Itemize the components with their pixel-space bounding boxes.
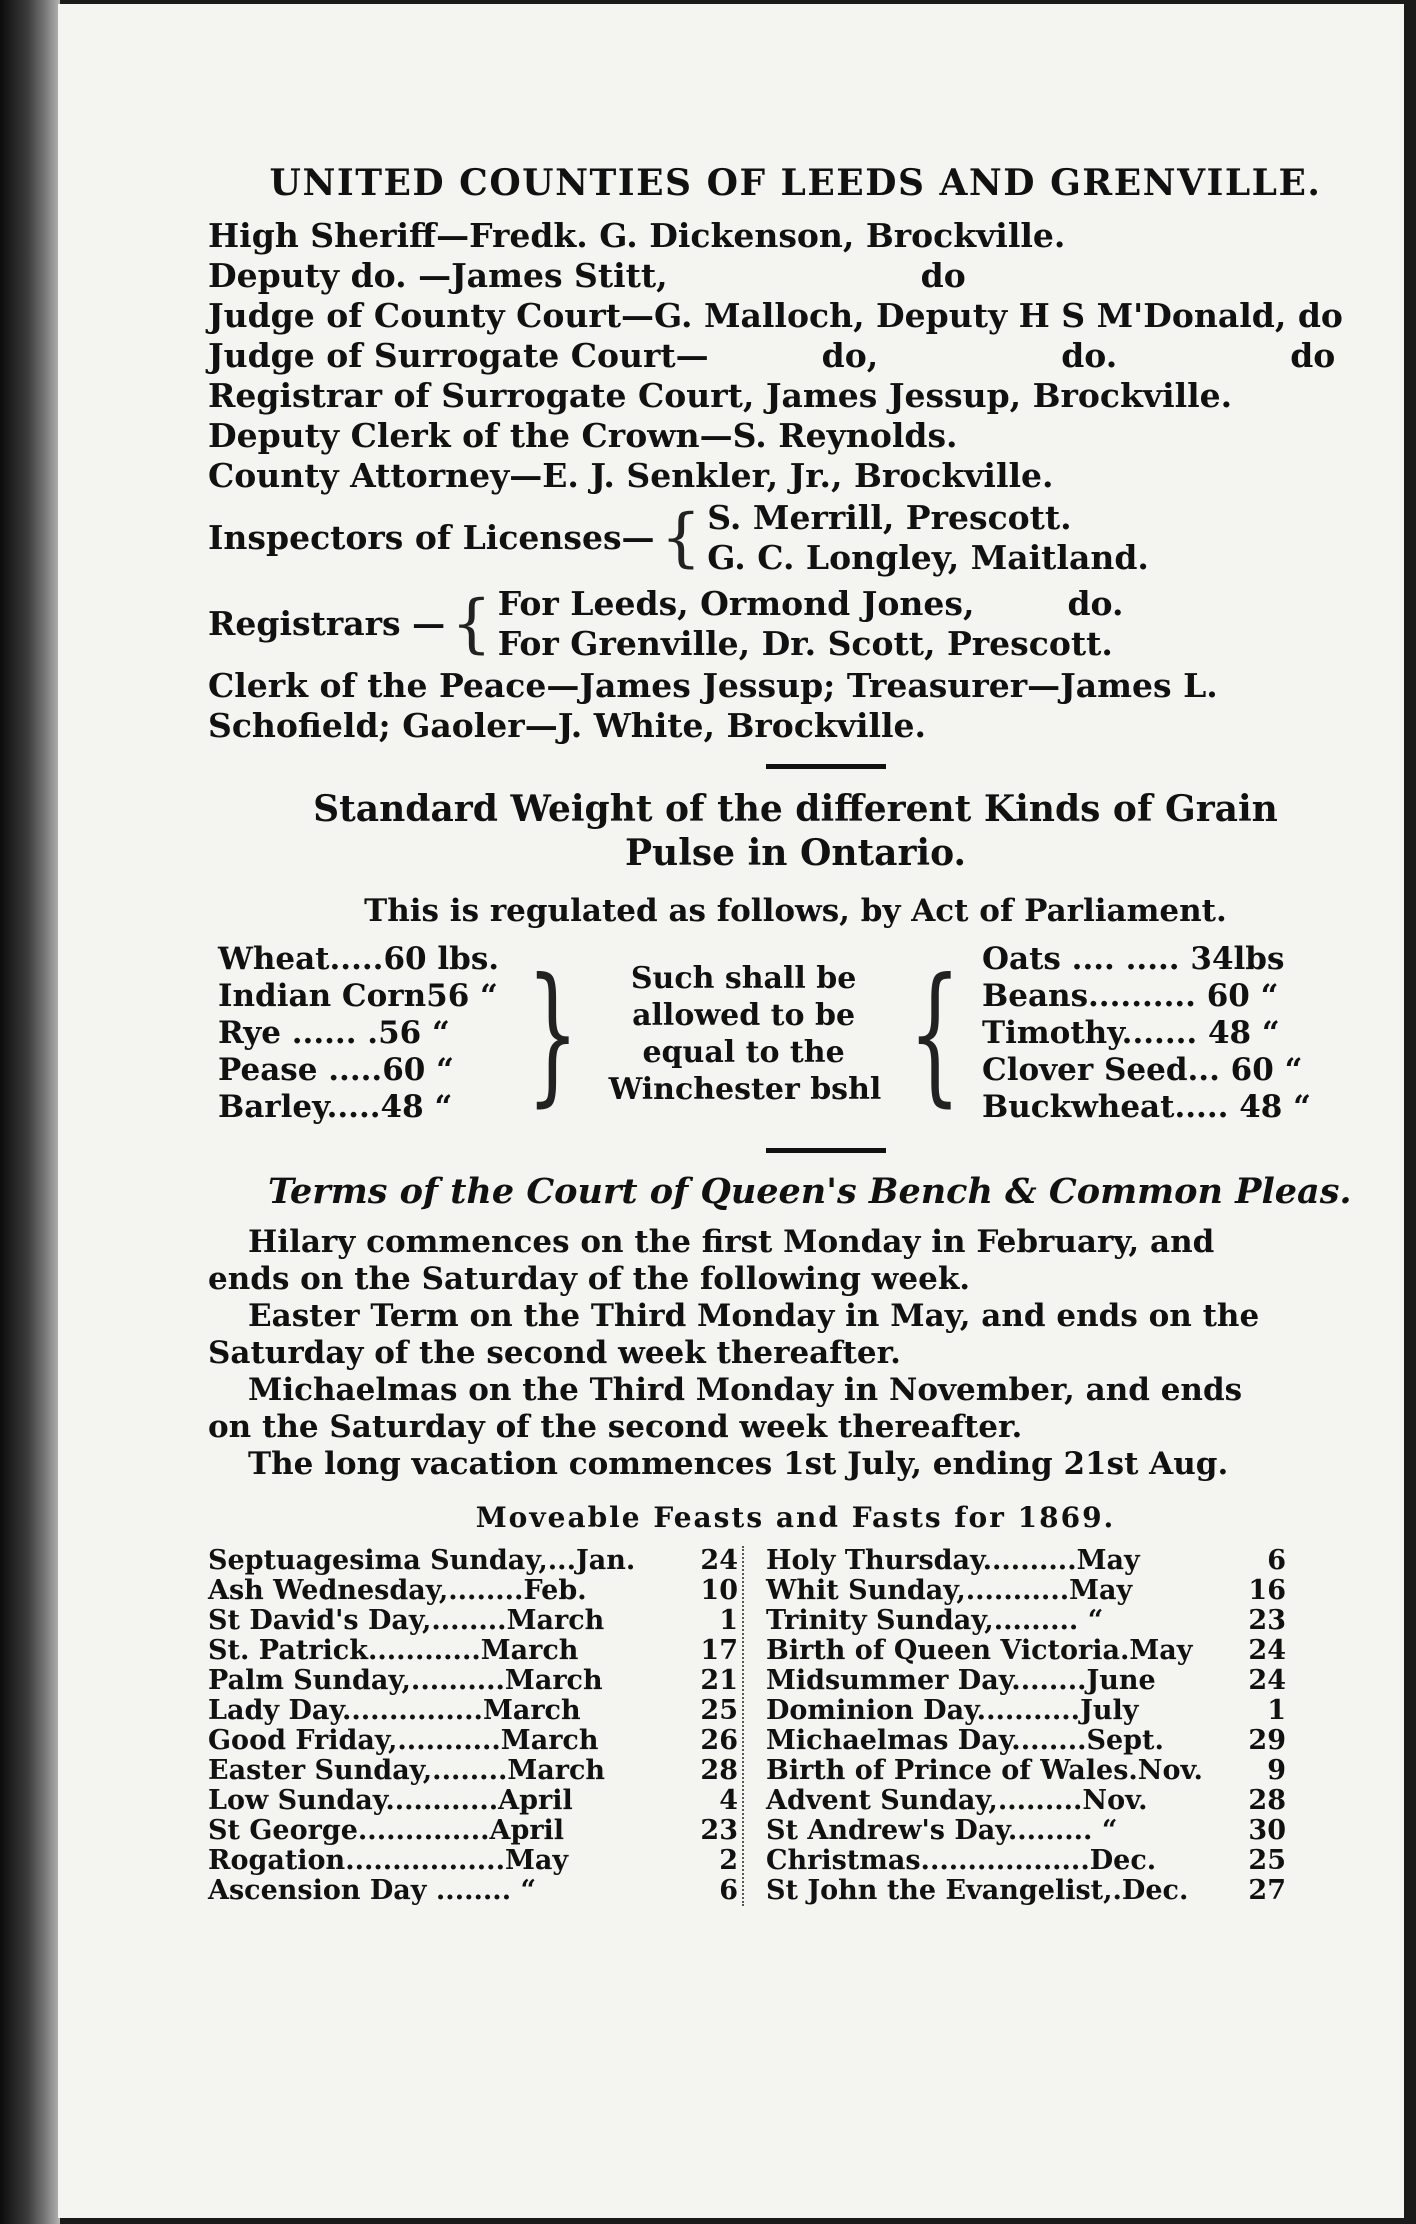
feast-name: Holy Thursday..........May (766, 1545, 1140, 1576)
feast-name: Advent Sunday,.........Nov. (766, 1785, 1148, 1816)
registrars (208, 584, 1323, 664)
feast-name: St David's Day,........March (208, 1605, 605, 1636)
book-page (58, 4, 1404, 2218)
feast-name: St Andrew's Day......... “ (766, 1815, 1118, 1846)
grain-weights-table (218, 941, 1323, 1126)
grain-buckwheat: Buckwheat..... 48 “ (982, 1089, 1311, 1125)
feast-row (208, 1876, 738, 1906)
feast-name: Dominion Day...........July (766, 1695, 1139, 1726)
feast-name: Trinity Sunday,......... “ (766, 1605, 1104, 1636)
feast-day: 24 (1248, 1635, 1286, 1666)
feast-day: 1 (719, 1605, 738, 1636)
grain-clover-seed: Clover Seed... 60 “ (982, 1052, 1303, 1088)
feast-day: 24 (1248, 1665, 1286, 1696)
inspectors-names (707, 498, 1149, 578)
feast-row (766, 1816, 1286, 1846)
feast-name: St. Patrick............March (208, 1635, 579, 1666)
feast-day: 6 (1267, 1545, 1286, 1576)
feast-row (208, 1816, 738, 1846)
feast-day: 10 (700, 1575, 738, 1606)
feast-name: Christmas..................Dec. (766, 1845, 1157, 1876)
county-attorney: County Attorney—E. J. Senkler, Jr., Brockville. (208, 456, 1054, 495)
feast-row (208, 1756, 738, 1786)
deputy-sheriff-do: do (920, 256, 966, 295)
feast-day: 27 (1248, 1875, 1286, 1906)
grain-title-line-2: Pulse in Ontario. (624, 832, 967, 874)
feast-day: 28 (1248, 1785, 1286, 1816)
feast-day: 17 (700, 1635, 738, 1666)
registrar-leeds-do: do. (1067, 584, 1124, 623)
feast-row (766, 1576, 1286, 1606)
book-spine (0, 0, 60, 2224)
grain-wheat: Wheat.....60 lbs. (218, 941, 500, 977)
inspectors-of-licenses (208, 498, 1323, 578)
feasts-title: Moveable Feasts and Fasts for 1869. (475, 1501, 1116, 1534)
grain-beans: Beans.......... 60 “ (982, 978, 1279, 1014)
officials-list (208, 216, 1343, 746)
inspector-2: G. C. Longley, Maitland. (707, 538, 1149, 577)
judge-surrogate-do-3: do (1290, 336, 1336, 375)
feast-day: 25 (1248, 1845, 1286, 1876)
feast-name: Michaelmas Day........Sept. (766, 1725, 1164, 1756)
grain-left-column (218, 941, 505, 1126)
officials-heading: UNITED COUNTIES OF LEEDS AND GRENVILLE. (269, 162, 1322, 204)
page-content (208, 162, 1352, 1906)
feast-name: Lady Day...............March (208, 1695, 581, 1726)
feast-name: St John the Evangelist,.Dec. (766, 1875, 1189, 1906)
feast-row (208, 1696, 738, 1726)
feasts-right-column (766, 1546, 1286, 1906)
feast-name: Birth of Prince of Wales.Nov. (766, 1755, 1203, 1786)
registrars-names (498, 584, 1124, 664)
deputy-sheriff-name: Deputy do. —James Stitt, (208, 256, 668, 295)
feast-name: Palm Sunday,..........March (208, 1665, 603, 1696)
michaelmas-line-2: on the Saturday of the second week thereafter. (208, 1409, 1023, 1445)
grain-timothy: Timothy....... 48 “ (982, 1015, 1280, 1051)
feast-day: 24 (700, 1545, 738, 1576)
feast-name: Easter Sunday,........March (208, 1755, 606, 1786)
feast-day: 16 (1248, 1575, 1286, 1606)
feast-row (766, 1666, 1286, 1696)
brace-glyph: { (908, 946, 961, 1121)
feast-row (766, 1756, 1286, 1786)
feast-row (208, 1846, 738, 1876)
feast-name: Whit Sunday,...........May (766, 1575, 1133, 1606)
feast-day: 2 (719, 1845, 738, 1876)
feast-row (766, 1846, 1286, 1876)
feast-name: Good Friday,...........March (208, 1725, 599, 1756)
feast-row (208, 1636, 738, 1666)
brace-glyph: { (451, 587, 492, 661)
grain-indian-corn: Indian Corn56 “ (218, 978, 498, 1014)
grain-title-line-1: Standard Weight of the different Kinds of Grain (313, 788, 1278, 830)
feast-name: Rogation.................May (208, 1845, 569, 1876)
inspector-1: S. Merrill, Prescott. (707, 498, 1072, 537)
feast-row (766, 1786, 1286, 1816)
feast-row (208, 1576, 738, 1606)
registrar-leeds (498, 584, 1124, 624)
judge-surrogate-label: Judge of Surrogate Court— (208, 336, 709, 375)
feast-row (208, 1786, 738, 1816)
grain-regulation-note: This is regulated as follows, by Act of Parliament. (364, 893, 1227, 929)
deputy-clerk-crown: Deputy Clerk of the Crown—S. Reynolds. (208, 416, 958, 455)
feast-day: 25 (700, 1695, 738, 1726)
feast-day: 1 (1267, 1695, 1286, 1726)
feast-row (766, 1546, 1286, 1576)
grain-barley: Barley.....48 “ (218, 1089, 453, 1125)
brace-glyph: { (660, 501, 702, 575)
registrar-leeds-name: For Leeds, Ormond Jones, (497, 584, 975, 623)
clerk-of-peace-line-2: Schofield; Gaoler—J. White, Brockville. (208, 706, 927, 745)
registrar-grenville: For Grenville, Dr. Scott, Prescott. (497, 624, 1113, 663)
feast-day: 26 (700, 1725, 738, 1756)
feast-row (208, 1606, 738, 1636)
clerk-of-peace-line-1: Clerk of the Peace—James Jessup; Treasurer—James L. (208, 666, 1218, 705)
grain-middle-line-4: Winchester bshl (608, 1071, 882, 1107)
hilary-line-2: ends on the Saturday of the following week. (208, 1261, 971, 1297)
feast-day: 4 (719, 1785, 738, 1816)
feast-row (766, 1606, 1286, 1636)
feast-name: Ascension Day ........ “ (208, 1875, 537, 1906)
feast-day: 21 (700, 1665, 738, 1696)
feast-row (208, 1726, 738, 1756)
court-terms-text (208, 1224, 1323, 1483)
feast-row (208, 1666, 738, 1696)
page-edge (1404, 0, 1416, 2224)
registrars-label: Registrars — (208, 604, 446, 643)
judge-surrogate-do-1: do, (821, 336, 879, 375)
judge-county-court: Judge of County Court—G. Malloch, Deputy H S M'Donald, do (208, 296, 1343, 335)
feast-row (766, 1696, 1286, 1726)
feast-day: 9 (1267, 1755, 1286, 1786)
feast-day: 23 (700, 1815, 738, 1846)
feasts-column-divider (742, 1546, 762, 1906)
section-divider (766, 764, 886, 769)
grain-middle-note (601, 960, 887, 1108)
feast-day: 30 (1248, 1815, 1286, 1846)
feast-row (766, 1636, 1286, 1666)
grain-right-column (982, 941, 1323, 1126)
feasts-table (208, 1546, 1323, 1906)
feast-name: Midsummer Day........June (766, 1665, 1156, 1696)
feast-day: 28 (700, 1755, 738, 1786)
feast-row (208, 1546, 738, 1576)
feasts-left-column (208, 1546, 738, 1906)
michaelmas-line-1: Michaelmas on the Third Monday in November, and ends (248, 1372, 1243, 1408)
feast-name: Low Sunday............April (208, 1785, 573, 1816)
grain-rye: Rye ...... .56 “ (218, 1015, 450, 1051)
grain-oats: Oats .... ..... 34lbs (982, 941, 1285, 977)
easter-line-1: Easter Term on the Third Monday in May, and ends on the (248, 1298, 1260, 1334)
registrar-surrogate-court: Registrar of Surrogate Court, James Jessup, Brockville. (208, 376, 1233, 415)
feast-day: 29 (1248, 1725, 1286, 1756)
feast-name: Ash Wednesday,........Feb. (208, 1575, 587, 1606)
grain-middle-line-3: equal to the (642, 1034, 845, 1070)
judge-surrogate-court (208, 336, 1336, 376)
section-divider (766, 1148, 886, 1153)
feast-day: 6 (719, 1875, 738, 1906)
feast-day: 23 (1248, 1605, 1286, 1636)
judge-surrogate-do-2: do. (1061, 336, 1118, 375)
grain-middle-line-2: allowed to be (632, 997, 856, 1033)
court-terms-title: Terms of the Court of Queen's Bench & Common Pleas. (268, 1171, 1352, 1212)
hilary-line-1: Hilary commences on the first Monday in February, and (248, 1224, 1215, 1260)
feast-row (766, 1726, 1286, 1756)
high-sheriff: High Sheriff—Fredk. G. Dickenson, Brockville. (208, 216, 1066, 255)
feast-name: Birth of Queen Victoria.May (766, 1635, 1193, 1666)
grain-pease: Pease .....60 “ (218, 1052, 454, 1088)
brace-glyph: } (526, 946, 580, 1121)
long-vacation: The long vacation commences 1st July, ending 21st Aug. (248, 1446, 1229, 1482)
inspectors-label: Inspectors of Licenses— (208, 518, 655, 557)
easter-line-2: Saturday of the second week thereafter. (208, 1335, 901, 1371)
feast-row (766, 1876, 1286, 1906)
feast-name: St George..............April (208, 1815, 565, 1846)
feast-name: Septuagesima Sunday,...Jan. (208, 1545, 636, 1576)
grain-middle-line-1: Such shall be (630, 960, 857, 996)
deputy-sheriff (208, 256, 1323, 296)
